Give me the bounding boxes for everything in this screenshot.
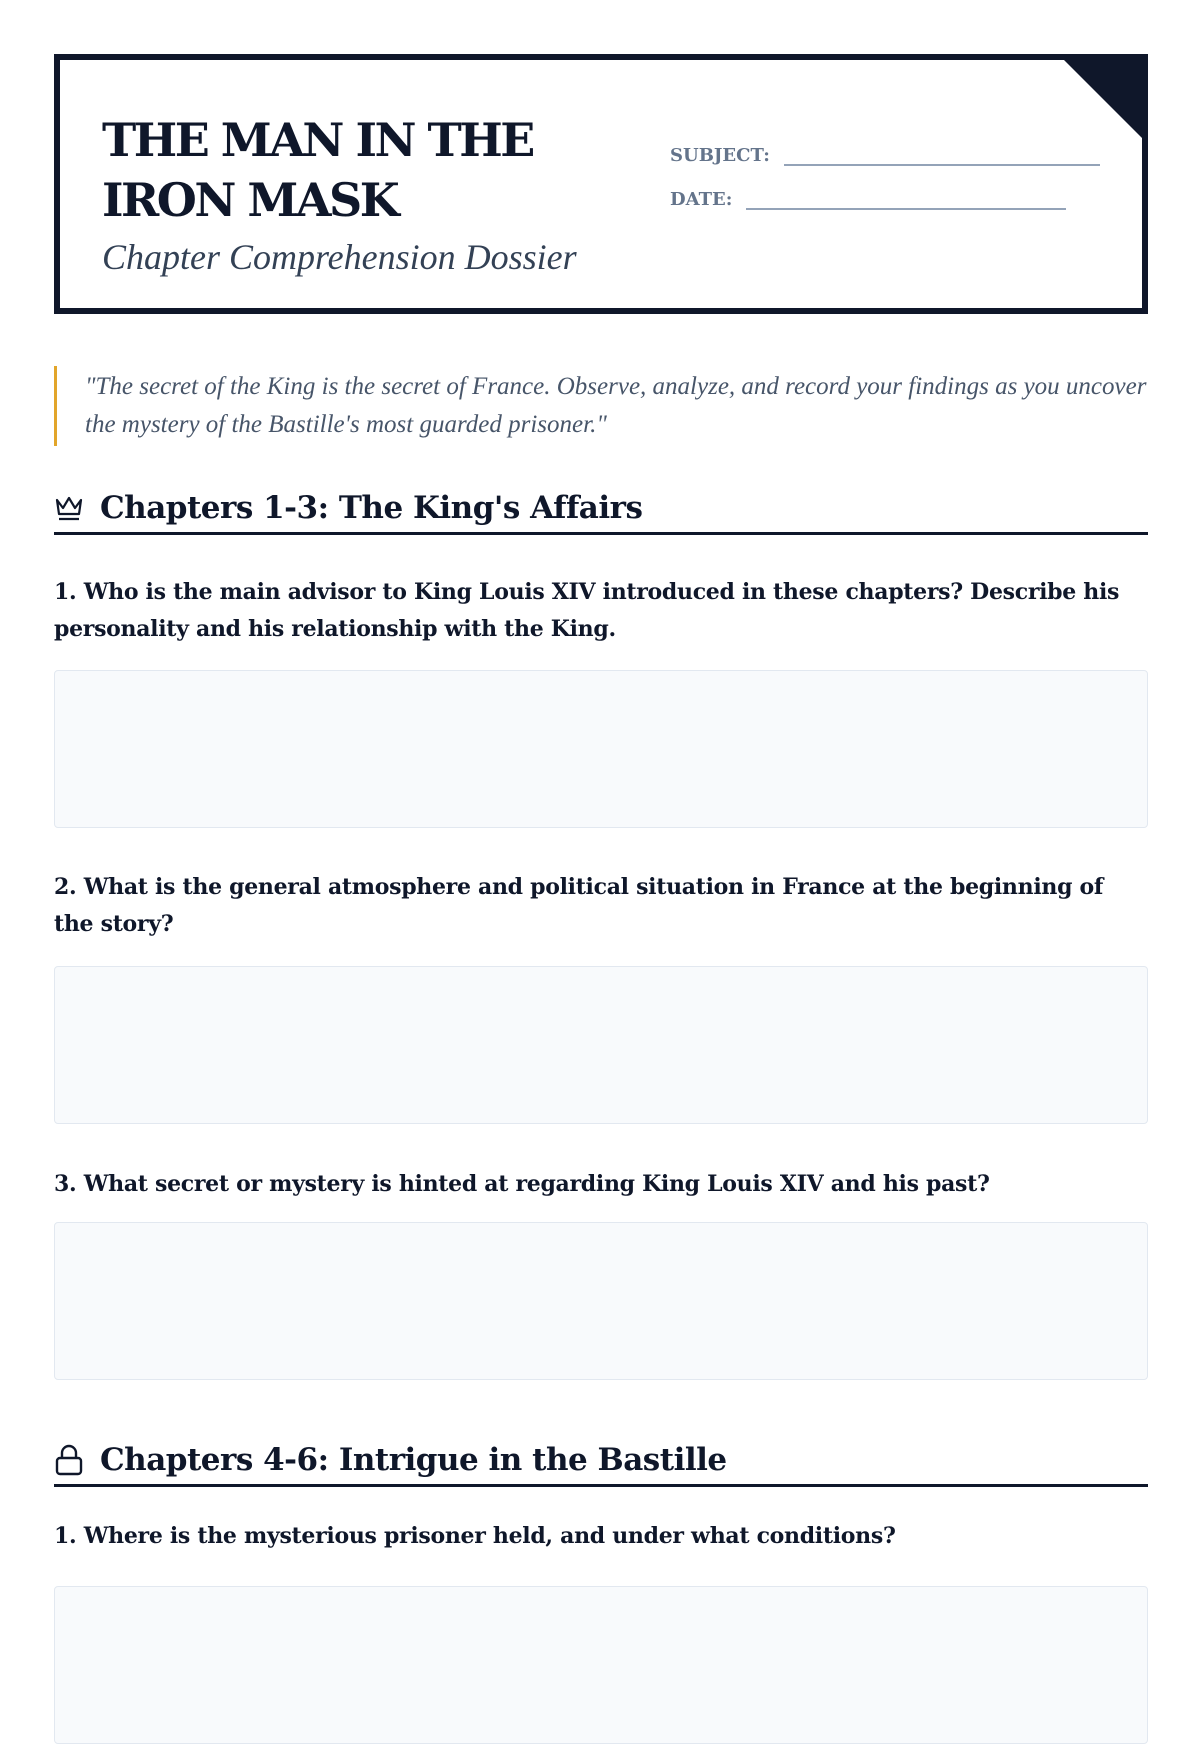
subject-field[interactable]: [784, 142, 1100, 166]
section-title: Chapters 1-3: The King's Affairs: [100, 490, 643, 526]
date-label: DATE:: [670, 189, 733, 210]
intro-quote: "The secret of the King is the secret of France. Observe, analyze, and record your findings as you uncover the mystery of the Bastille's most guarded prisoner.": [54, 366, 1148, 446]
title-block: [102, 110, 632, 278]
answer-box[interactable]: [54, 670, 1148, 828]
lock-icon: [54, 1444, 86, 1476]
document-subtitle: Chapter Comprehension Dossier: [102, 237, 577, 277]
section-title: Chapters 4-6: Intrigue in the Bastille: [100, 1442, 727, 1478]
header-card: [54, 54, 1148, 314]
question-text: 1. Who is the main advisor to King Louis XIV introduced in these chapters? Describe his personality and his relationship with the King.: [54, 579, 1120, 642]
meta-fields: [670, 142, 1100, 230]
subject-row: [670, 142, 1100, 166]
question-text: 1. Where is the mysterious prisoner held, and under what conditions?: [54, 1523, 896, 1549]
section-header-2: [54, 1442, 1148, 1487]
crown-icon: [54, 492, 86, 524]
document-title: THE MAN IN THE IRON MASK: [102, 113, 533, 227]
answer-box[interactable]: [54, 966, 1148, 1124]
date-field[interactable]: [746, 186, 1066, 210]
corner-decoration: [1063, 59, 1143, 139]
question-text: 3. What secret or mystery is hinted at regarding King Louis XIV and his past?: [54, 1171, 990, 1197]
subject-label: SUBJECT:: [670, 145, 770, 166]
section-header-1: [54, 490, 1148, 535]
question-text: 2. What is the general atmosphere and political situation in France at the beginning of the story?: [54, 874, 1104, 937]
answer-box[interactable]: [54, 1586, 1148, 1744]
answer-box[interactable]: [54, 1222, 1148, 1380]
worksheet-page: [54, 54, 1148, 1549]
date-row: [670, 186, 1100, 210]
